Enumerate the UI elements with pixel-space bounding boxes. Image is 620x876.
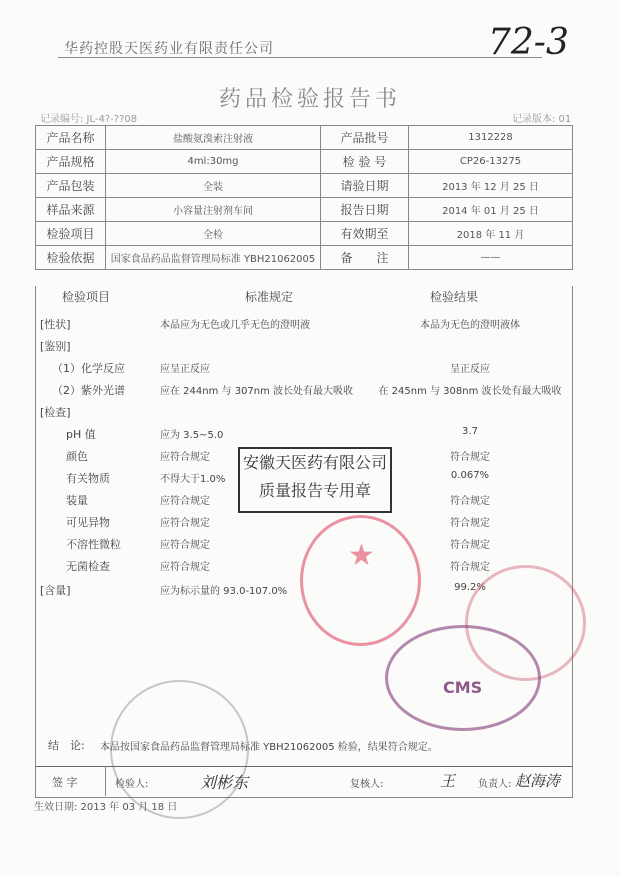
- info-label: 样品来源: [36, 198, 106, 222]
- info-value: 2014 年 01 月 25 日: [409, 198, 573, 222]
- result-item: （1）化学反应: [52, 362, 125, 375]
- manager-signature: 赵海涛: [515, 772, 561, 790]
- info-value: 全装: [106, 174, 321, 198]
- info-label: 产品规格: [36, 150, 106, 174]
- signature-divider: [105, 766, 106, 796]
- result-item: （2）紫外光谱: [52, 384, 125, 397]
- info-row: [36, 174, 573, 198]
- cms-text: CMS: [443, 678, 483, 697]
- col-header-item: 检验项目: [62, 290, 111, 304]
- col-header-result: 检验结果: [430, 290, 479, 304]
- col-header-standard: 标准规定: [245, 290, 294, 304]
- result-item: 有关物质: [66, 472, 110, 485]
- result-value: 符合规定: [450, 452, 490, 463]
- manager-label: 负责人:: [478, 779, 512, 790]
- info-row: [36, 222, 573, 246]
- info-value: 小容量注射剂车间: [106, 198, 321, 222]
- info-row: [36, 246, 573, 270]
- star-icon: ★: [348, 538, 375, 573]
- info-label: 检验依据: [36, 246, 106, 270]
- result-standard: 应符合规定: [160, 518, 210, 529]
- result-value: 符合规定: [450, 540, 490, 551]
- info-value: 盐酸氨溴索注射液: [106, 126, 321, 150]
- info-value: 2013 年 12 月 25 日: [409, 174, 573, 198]
- result-item: 颜色: [66, 450, 88, 463]
- effective-date: 生效日期: 2013 年 03 月 18 日: [34, 802, 178, 813]
- result-value: 符合规定: [450, 562, 490, 573]
- info-value: ——: [409, 246, 573, 270]
- result-item: 不溶性微粒: [66, 538, 121, 551]
- result-item: [鉴别]: [40, 340, 71, 353]
- info-row: [36, 198, 573, 222]
- company-seal-red: [300, 515, 421, 646]
- seal-gray: [110, 680, 249, 819]
- result-item: [检查]: [40, 406, 71, 419]
- info-value: 1312228: [409, 126, 573, 150]
- result-value: 3.7: [462, 426, 478, 437]
- result-value: 呈正反应: [450, 364, 490, 375]
- result-item: pH 值: [66, 428, 96, 441]
- cms-seal: [385, 625, 541, 731]
- result-value: 99.2%: [454, 582, 486, 593]
- result-item: 可见异物: [66, 516, 110, 529]
- result-standard: 应符合规定: [160, 496, 210, 507]
- info-value: CP26-13275: [409, 150, 573, 174]
- result-value: 本品为无色的澄明液体: [420, 320, 520, 331]
- info-label: 检 验 号: [321, 150, 409, 174]
- reviewer-signature: 王: [440, 772, 456, 790]
- info-value: 国家食品药品监督管理局标准 YBH21062005: [106, 246, 321, 270]
- result-value: 0.067%: [450, 470, 490, 481]
- info-value: 2018 年 11 月: [409, 222, 573, 246]
- result-standard: 应符合规定: [160, 452, 210, 463]
- result-value: 在 245nm 与 308nm 波长处有最大吸收: [378, 386, 562, 397]
- result-item: 装量: [66, 494, 88, 507]
- info-row: [36, 150, 573, 174]
- result-standard: 不得大于1.0%: [160, 474, 226, 485]
- signature-label: 签 字: [52, 776, 78, 789]
- info-label: 备 注: [321, 246, 409, 270]
- result-standard: 应为标示量的 93.0-107.0%: [160, 586, 288, 597]
- conclusion-label: 结 论:: [48, 739, 85, 752]
- conclusion-text: 本品按国家食品药品监督管理局标准 YBH21062005 检验，结果符合规定。: [100, 742, 438, 753]
- handwritten-number: 72-3: [488, 22, 569, 63]
- info-label: 产品名称: [36, 126, 106, 150]
- result-standard: 应为 3.5~5.0: [160, 430, 224, 441]
- result-standard: 应呈正反应: [160, 364, 210, 375]
- company-name: 华药控股天医药业有限责任公司: [64, 41, 274, 57]
- result-item: [性状]: [40, 318, 71, 331]
- result-standard: 本品应为无色或几乎无色的澄明液: [160, 320, 310, 331]
- result-item: 无菌检查: [66, 560, 110, 573]
- inspector-label: 检验人:: [115, 779, 149, 790]
- inspector-signature: 刘彬东: [200, 773, 249, 792]
- record-version: 记录版本: 01: [512, 114, 572, 125]
- result-standard: 应符合规定: [160, 562, 210, 573]
- stamp-line-2: 质量报告专用章: [258, 481, 371, 500]
- result-standard: 应在 244nm 与 307nm 波长处有最大吸收: [160, 386, 354, 397]
- quality-report-stamp: [238, 447, 392, 513]
- info-label: 报告日期: [321, 198, 409, 222]
- result-standard: 应符合规定: [160, 540, 210, 551]
- info-label: 产品批号: [321, 126, 409, 150]
- info-value: 全检: [106, 222, 321, 246]
- document-title: 药品检验报告书: [218, 87, 401, 112]
- stamp-line-1: 安徽天医药有限公司: [242, 453, 387, 472]
- info-label: 产品包装: [36, 174, 106, 198]
- info-label: 有效期至: [321, 222, 409, 246]
- info-row: [36, 126, 573, 150]
- result-item: [含量]: [40, 584, 71, 597]
- reviewer-label: 复核人:: [350, 779, 384, 790]
- info-value: 4ml:30mg: [106, 150, 321, 174]
- result-value: 符合规定: [450, 496, 490, 507]
- header-rule: [58, 57, 542, 58]
- result-value: 符合规定: [450, 518, 490, 529]
- product-info-table: [35, 125, 573, 270]
- info-label: 检验项目: [36, 222, 106, 246]
- info-label: 请验日期: [321, 174, 409, 198]
- record-number: 记录编号: JL-4?-??08: [40, 114, 138, 125]
